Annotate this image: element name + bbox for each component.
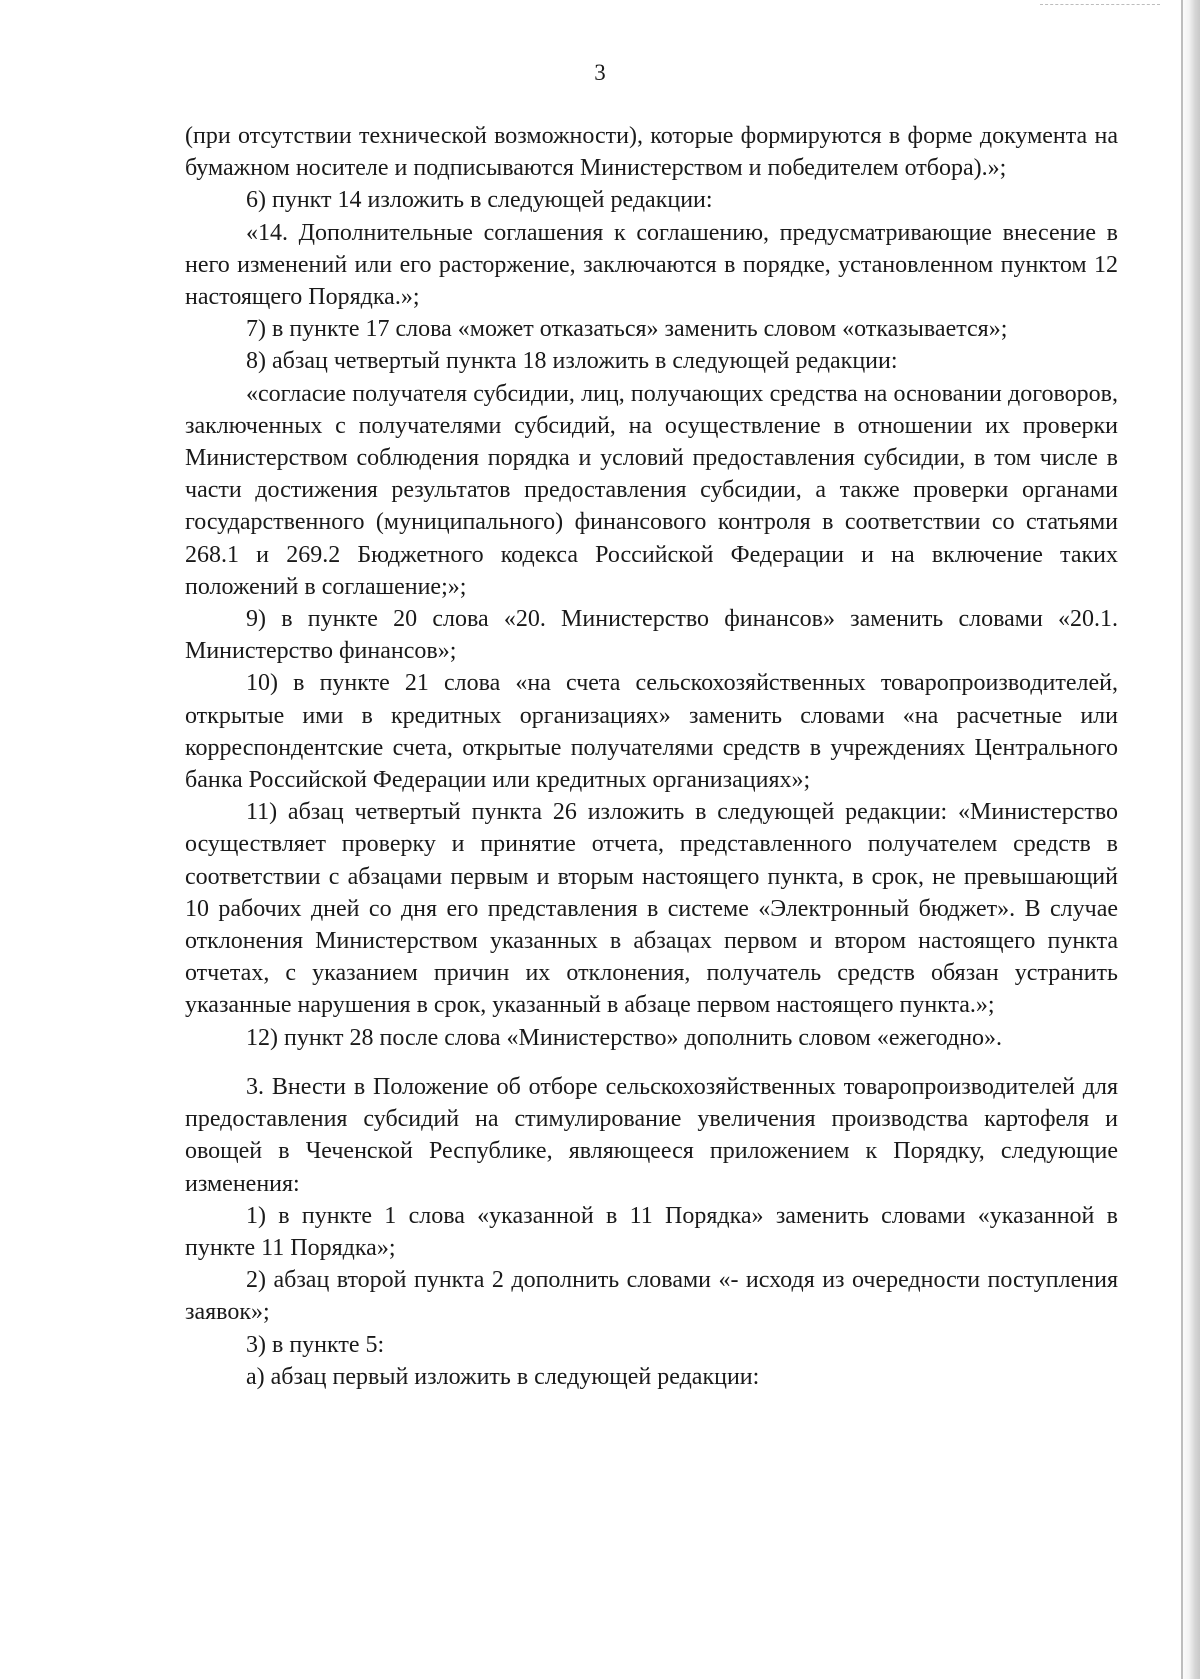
scan-edge-line <box>1181 0 1183 1679</box>
paragraph-item-6-quote: «14. Дополнительные соглашения к соглашению, предусматривающие внесение в него изменений или его расторжение, заключаются в порядке, установленном пунктом 12 настоящего Порядка.»; <box>185 219 1118 311</box>
paragraph-item-6: 6) пункт 14 изложить в следующей редакции: <box>246 187 713 214</box>
scan-edge-shadow <box>1180 0 1200 1679</box>
paragraph-section-3-item-3a: а) абзац первый изложить в следующей редакции: <box>246 1363 760 1390</box>
scan-artifact-top <box>1040 4 1160 7</box>
paragraph-item-10: 10) в пункте 21 слова «на счета сельскохозяйственных товаропроизводителей, открытые ими в кредитных организациях» заменить словами «на расчетные или корреспондентские счета, открытые получателями средств в учреждениях Центрального банка Российской Федерации или кредитных организациях»; <box>185 670 1118 794</box>
paragraph-item-12: 12) пункт 28 после слова «Министерство» дополнить словом «ежегодно». <box>246 1024 1003 1051</box>
paragraph-continuation: (при отсутствии технической возможности), которые формируются в форме документа на бумажном носителе и подписываются Министерством и победителем отбора).»; <box>185 123 1118 182</box>
paragraph-item-8: 8) абзац четвертый пункта 18 изложить в следующей редакции: <box>246 348 898 375</box>
paragraph-item-8-quote: «согласие получателя субсидии, лиц, получающих средства на основании договоров, заключенных с получателями субсидий, на осуществление в отношении их проверки Министерством соблюдения порядка и условий предоставления субсидии, в том числе в части достижения результатов предоставления субсидии, а также проверки органами государственного (муниципального) финансового контроля в соответствии со статьями 268.1 и 269.2 Бюджетного кодекса Российской Федерации и на включение таких положений в соглашение;»; <box>185 380 1118 600</box>
document-body <box>185 120 1118 1393</box>
paragraph-item-7: 7) в пункте 17 слова «может отказаться» заменить словом «отказывается»; <box>246 316 1008 343</box>
paragraph-section-3: 3. Внести в Положение об отборе сельскохозяйственных товаропроизводителей для предоставления субсидий на стимулирование увеличения производства картофеля и овощей в Чеченской Республике, являющееся приложением к Порядку, следующие изменения: <box>185 1073 1118 1197</box>
paragraph-section-3-item-1: 1) в пункте 1 слова «указанной в 11 Порядка» заменить словами «указанной в пункте 11 Порядка»; <box>185 1202 1118 1261</box>
page-number: 3 <box>594 60 606 85</box>
paragraph-section-3-item-3: 3) в пункте 5: <box>246 1331 385 1358</box>
paragraph-section-3-item-2: 2) абзац второй пункта 2 дополнить словами «- исходя из очередности поступления заявок»; <box>185 1267 1118 1326</box>
paragraph-item-9: 9) в пункте 20 слова «20. Министерство финансов» заменить словами «20.1. Министерство финансов»; <box>185 606 1118 665</box>
paragraph-item-11: 11) абзац четвертый пункта 26 изложить в следующей редакции: «Министерство осуществляет проверку и принятие отчета, представленного получателем средств в соответствии с абзацами первым и вторым настоящего пункта, в срок, не превышающий 10 рабочих дней со дня его представления в системе «Электронный бюджет». В случае отклонения Министерством указанных в абзацах первом и втором настоящего пункта отчетах, с указанием причин их отклонения, получатель средств обязан устранить указанные нарушения в срок, указанный в абзаце первом настоящего пункта.»; <box>185 799 1118 1019</box>
